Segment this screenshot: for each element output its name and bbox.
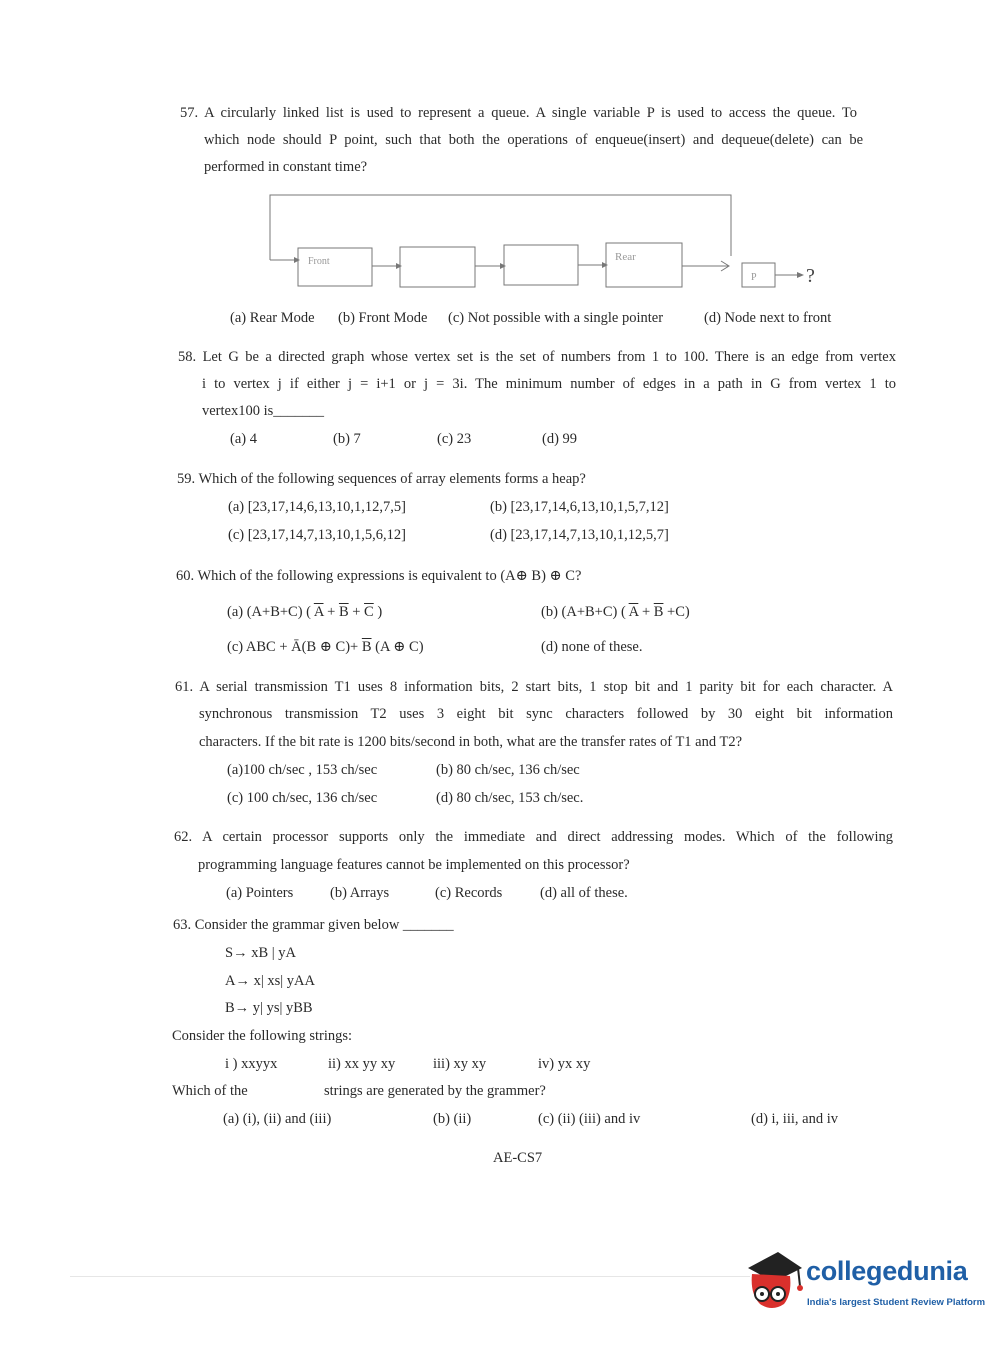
q62-option-a: (a) Pointers: [226, 885, 294, 901]
q57-text-line2: which node should P point, such that both the operations of enqueue(insert) and dequeue(delete) can be: [204, 132, 863, 148]
footer-divider: [70, 1276, 750, 1277]
q61-text-line1: 61. A serial transmission T1 uses 8 information bits, 2 start bits, 1 stop bit and 1 parity bit for each character. A: [175, 679, 893, 695]
q58-text-line2: i to vertex j if either j = i+1 or j = 3i. The minimum number of edges in a path in G from vertex 1 to: [202, 376, 896, 392]
q61-text-line2: synchronous transmission T2 uses 3 eight bit sync characters followed by 30 eight bit information: [199, 706, 893, 722]
middle-node-1: [400, 247, 475, 287]
q60-option-b: (b) (A+B+C) ( $\overline{A} + \overline{B} +C$): [541, 604, 690, 620]
q63-string-2: ii) xx yy xy: [328, 1056, 396, 1072]
q62-text-line2: programming language features cannot be implemented on this processor?: [198, 857, 630, 873]
middle-node-2: [504, 245, 578, 285]
q62-text-line1: 62. A certain processor supports only the immediate and direct addressing modes. Which of the following: [174, 829, 893, 845]
rear-node: [606, 243, 682, 287]
q59-option-b: (b) [23,17,14,6,13,10,1,5,7,12]: [490, 499, 669, 515]
q63-option-a: (a) (i), (ii) and (iii): [223, 1111, 332, 1127]
front-node: [298, 248, 372, 286]
q60-option-c: (c) ABC + Ā(B ⊕ $C)+ \overline{B}$ (A ⊕ C): [227, 639, 424, 655]
q59-option-a: (a) [23,17,14,6,13,10,1,12,7,5]: [228, 499, 407, 515]
pointer-label: P: [751, 272, 757, 283]
q63-rule-s: S→ xB | yA: [225, 945, 296, 961]
q59-text: 59. Which of the following sequences of array elements forms a heap?: [177, 471, 586, 487]
page-code: AE-CS7: [493, 1150, 543, 1166]
q63-which-part2: strings are generated by the grammer?: [324, 1083, 546, 1099]
q63-string-3: iii) xy xy: [433, 1056, 487, 1072]
brand-tagline: India's largest Student Review Platform: [807, 1297, 986, 1308]
front-label: Front: [308, 256, 330, 267]
q57-option-b: (b) Front Mode: [338, 310, 428, 326]
pointer-box: [742, 263, 775, 287]
q61-option-b: (b) 80 ch/sec, 136 ch/sec: [436, 762, 580, 778]
circular-queue-diagram: [260, 190, 840, 300]
q59-option-d: (d) [23,17,14,7,13,10,1,12,5,7]: [490, 527, 669, 543]
q61-text-line3: characters. If the bit rate is 1200 bits/second in both, what are the transfer rates of T1 and T2?: [199, 734, 743, 750]
q61-option-d: (d) 80 ch/sec, 153 ch/sec.: [436, 790, 584, 806]
q62-option-c: (c) Records: [435, 885, 503, 901]
q59-option-c: (c) [23,17,14,7,13,10,1,5,6,12]: [228, 527, 407, 543]
q57-option-c: (c) Not possible with a single pointer: [448, 310, 664, 326]
q57-text-line3: performed in constant time?: [204, 159, 368, 175]
q58-text-line1: 58. Let G be a directed graph whose vertex set is the set of numbers from 1 to 100. There is an edge from vertex: [178, 349, 896, 365]
q63-rule-a: A→ x| xs| yAA: [225, 973, 315, 989]
question-mark: ?: [806, 265, 815, 287]
q57-option-a: (a) Rear Mode: [230, 310, 315, 326]
q63-string-4: iv) yx xy: [538, 1056, 591, 1072]
q61-option-c: (c) 100 ch/sec, 136 ch/sec: [227, 790, 378, 806]
q61-option-a: (a)100 ch/sec , 153 ch/sec: [227, 762, 378, 778]
q60-text: 60. Which of the following expressions is equivalent to (A⊕ B) ⊕ C?: [176, 568, 582, 584]
q63-consider: Consider the following strings:: [172, 1028, 353, 1044]
q63-option-b: (b) (ii): [433, 1111, 472, 1127]
rear-label: Rear: [615, 251, 636, 263]
q58-option-d: (d) 99: [542, 431, 578, 447]
q63-string-1: i ) xxyyx: [225, 1056, 278, 1072]
q63-option-c: (c) (ii) (iii) and iv: [538, 1111, 641, 1127]
q58-option-a: (a) 4: [230, 431, 257, 447]
loop-back-line: [270, 195, 731, 260]
q62-option-d: (d) all of these.: [540, 885, 628, 901]
q63-rule-b: B→ y| ys| yBB: [225, 1000, 313, 1016]
q63-which-part1: Which of the: [172, 1083, 248, 1099]
q58-text-line3: vertex100 is_______: [202, 403, 325, 419]
q58-option-c: (c) 23: [437, 431, 472, 447]
q63-text: 63. Consider the grammar given below _______: [173, 917, 454, 933]
q58-option-b: (b) 7: [333, 431, 361, 447]
q57-text-line1: 57. A circularly linked list is used to represent a queue. A single variable P is used to access the queue. To: [180, 105, 857, 121]
q57-option-d: (d) Node next to front: [704, 310, 832, 326]
mascot-icon: [744, 1246, 806, 1316]
q60-option-a: (a) (A+B+C) ( $\overline{A} + \overline{B} + \overline{C}$ ): [227, 604, 383, 620]
q62-option-b: (b) Arrays: [330, 885, 390, 901]
q63-option-d: (d) i, iii, and iv: [751, 1111, 838, 1127]
q60-option-d: (d) none of these.: [541, 639, 643, 655]
brand-name: collegedunia: [806, 1256, 968, 1286]
collegedunia-logo: [744, 1246, 984, 1316]
